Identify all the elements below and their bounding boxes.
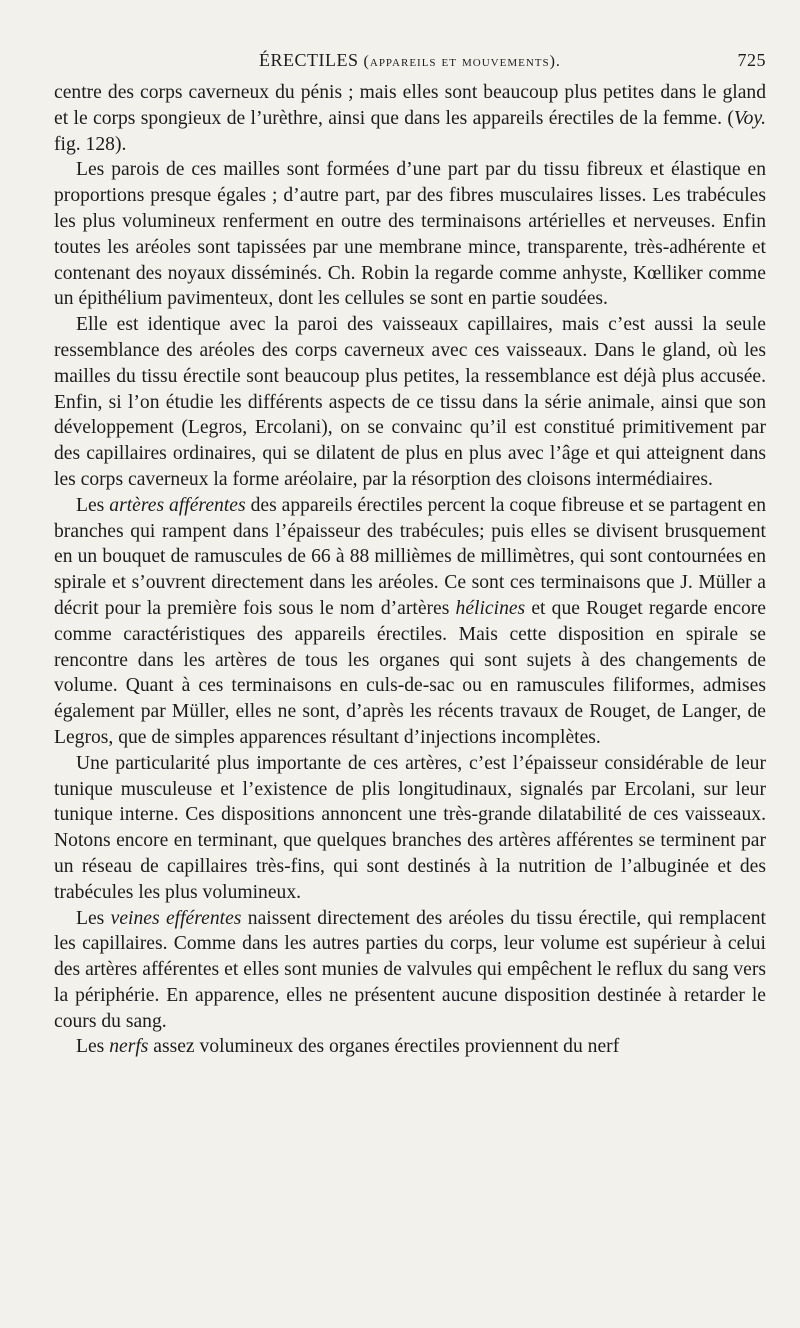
paragraph — [54, 751, 766, 906]
header-title: ÉRECTILES — [259, 50, 359, 70]
text-run: naissent directement des aréoles du tissu érectile, qui remplacent les capillaires. Comme dans les autres parties du corps, leur volume est supérieur à celui des artères afférentes et elles sont munies de valvules qui empêchent le reflux du sang vers la périphérie. En apparence, elles ne présentent aucune disposition destinée à retarder le cours du sang. — [54, 907, 766, 1032]
text-run: des appareils érectiles percent la coque fibreuse et se partagent en branches qui rampent dans l’épaisseur des trabécules; puis elles se divisent brusquement en un bouquet de ramuscules de 66 à 88 millièmes de millimètres, qui sont contournées en spirale et s’ouvrent directement dans les aréoles. Ce sont ces terminaisons que J. Müller a décrit pour la première fois sous le nom d’artères — [54, 494, 767, 619]
header-title-line — [54, 50, 766, 71]
paragraph — [54, 80, 766, 157]
running-header — [54, 50, 766, 80]
text-run: et que Rouget regarde encore comme caractéristiques des appareils érectiles. Mais cette disposition en spirale se rencontre dans les artères de tous les organes qui sont sujets à des changements de volume. Quant à ces terminaisons en culs-de-sac ou en ramuscules filiformes, admises également par Müller, elles ne sont, d’après les récents travaux de Rouget, de Langer, de Legros, que de simples apparences résultant d’injections incomplètes. — [54, 597, 767, 748]
italic-term: Voy. — [733, 107, 766, 129]
text-run: Les — [76, 1036, 110, 1058]
italic-term: hélicines — [455, 597, 526, 619]
text-run: Elle est identique avec la paroi des vaisseaux capillaires, mais c’est aussi la seule ressemblance des aréoles des corps caverneux avec ces vaisseaux. Dans le gland, où les mailles du tissu érectile sont beaucoup plus petites, la ressemblance est déjà plus accusée. Enfin, si l’on étudie les différents aspects de ce tissu dans la série animale, ainsi que son développement (Legros, Ercolani), on se convainc qu’il est constitué primitivement par des capillaires ordinaires, qui se dilatent de plus en plus avec l’âge et qui atteignent dans les corps caverneux la forme aréolaire, par la résorption des cloisons intermédiaires. — [54, 314, 766, 490]
paragraph — [54, 493, 766, 751]
text-run: centre des corps caverneux du pénis ; mais elles sont beaucoup plus petites dans le gland et le corps spongieux de l’urèthre, ainsi que dans les appareils érectiles de la femme. ( — [54, 82, 766, 129]
header-subtitle: (appareils et mouvements). — [363, 53, 561, 70]
page-number: 725 — [737, 50, 766, 70]
paragraph — [54, 312, 766, 493]
text-run: Les — [76, 494, 110, 516]
paragraph — [54, 906, 766, 1035]
text-run: fig. 128). — [54, 133, 127, 155]
paragraph — [54, 157, 766, 312]
paragraph — [54, 1034, 766, 1060]
text-run: Une particularité plus importante de ces artères, c’est l’épaisseur considérable de leur tunique musculeuse et l’existence de plis longitudinaux, signalés par Ercolani, sur leur tunique interne. Ces dispositions annoncent une très-grande dilatabilité de ces vaisseaux. Notons encore en terminant, que quelques branches des artères afférentes se terminent par un réseau de capillaires très-fins, qui sont destinés à la nutrition de l’albuginée et des trabécules les plus volumineux. — [54, 752, 766, 903]
text-run: Les parois de ces mailles sont formées d’une part par du tissu fibreux et élastique en proportions presque égales ; d’autre part, par des fibres musculaires lisses. Les trabécules les plus volumineux renferment en outre des terminaisons artérielles et nerveuses. Enfin toutes les aréoles sont tapissées par une membrane mince, transparente, très-adhérente et contenant des noyaux disséminés. Ch. Robin la regarde comme anhyste, Kœlliker comme un épithélium pavimenteux, dont les cellules se sont en partie soudées. — [54, 159, 766, 310]
body-text — [54, 80, 766, 1060]
italic-term: artères afférentes — [109, 494, 246, 516]
text-run: Les — [76, 907, 111, 929]
italic-term: nerfs — [109, 1036, 149, 1058]
italic-term: veines efférentes — [110, 907, 242, 929]
text-run: assez volumineux des organes érectiles proviennent du nerf — [148, 1036, 620, 1058]
